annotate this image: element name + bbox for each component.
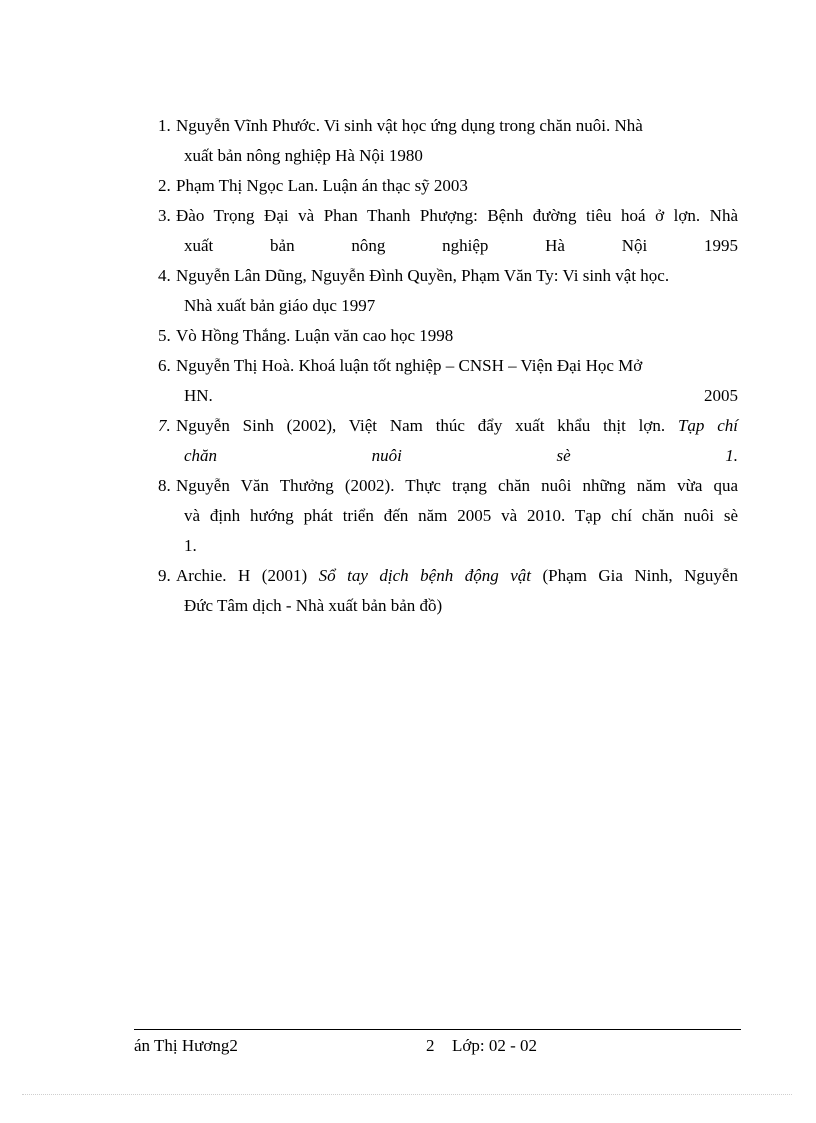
reference-item [158, 111, 738, 171]
reference-text-plain: Archie. H (2001) [176, 566, 319, 585]
reference-item [158, 321, 738, 351]
reference-item [158, 561, 738, 621]
reference-number: 7. [158, 416, 171, 435]
reference-number: 1. [158, 116, 171, 135]
reference-text: Nguyễn Lân Dũng, Nguyễn Đình Quyền, Phạm Văn Ty: Vi sinh vật học. [176, 266, 670, 285]
reference-text [176, 561, 738, 591]
reference-item [158, 201, 738, 261]
reference-text-plain: Nguyễn Sinh (2002), Việt Nam thúc đẩy xuất khẩu thịt lợn. [176, 416, 678, 435]
reference-text: và định hướng phát triển đến năm 2005 và 2010. Tạp chí chăn nuôi sè [184, 506, 738, 525]
footer-rule [134, 1029, 741, 1030]
reference-text: 1. [184, 536, 197, 555]
reference-journal-italic: chăn nuôi sè 1. [184, 446, 738, 465]
reference-number: 3. [158, 206, 171, 225]
reference-list [158, 111, 738, 621]
reference-text-plain: (Phạm Gia Ninh, Nguyễn [530, 566, 738, 585]
page-edge-divider [22, 1094, 792, 1095]
reference-number: 4. [158, 266, 171, 285]
reference-text: Đào Trọng Đại và Phan Thanh Phượng: Bệnh đường tiêu hoá ở lợn. Nhà [176, 206, 738, 225]
reference-text: HN. 2005 [184, 386, 738, 405]
reference-item [158, 171, 738, 201]
reference-number: 2. [158, 176, 171, 195]
footer-class: Lớp: 02 - 02 [452, 1036, 538, 1055]
reference-item [158, 261, 738, 321]
reference-title-italic: Sổ tay dịch bệnh động vật [318, 566, 531, 585]
reference-item [158, 411, 738, 471]
reference-text: Phạm Thị Ngọc Lan. Luận án thạc sỹ 2003 [176, 176, 468, 195]
reference-text: Vò Hồng Thắng. Luận văn cao học 1998 [176, 326, 454, 345]
footer-author: án Thị Hương2 [134, 1036, 238, 1055]
reference-number: 5. [158, 326, 171, 345]
reference-item [158, 351, 738, 411]
reference-text: xuất bản nông nghiệp Hà Nội 1980 [184, 146, 423, 165]
reference-text: Nguyễn Thị Hoà. Khoá luận tốt nghiệp – CNSH – Viện Đại Học Mở [176, 356, 643, 375]
reference-text [176, 411, 738, 441]
reference-number: 6. [158, 356, 171, 375]
reference-journal-italic: Tạp chí [677, 416, 738, 435]
reference-text: Đức Tâm dịch - Nhà xuất bản bản đồ) [184, 596, 443, 615]
reference-number: 8. [158, 476, 171, 495]
reference-text: xuất bản nông nghiệp Hà Nội 1995 [184, 236, 738, 255]
reference-number: 9. [158, 566, 171, 585]
reference-text: Nhà xuất bản giáo dục 1997 [184, 296, 376, 315]
page-number: 2 [426, 1036, 435, 1055]
reference-item [158, 471, 738, 561]
reference-text: Nguyễn Văn Thưởng (2002). Thực trạng chăn nuôi những năm vừa qua [176, 476, 738, 495]
reference-text: Nguyễn Vĩnh Phước. Vi sinh vật học ứng dụng trong chăn nuôi. Nhà [176, 116, 643, 135]
